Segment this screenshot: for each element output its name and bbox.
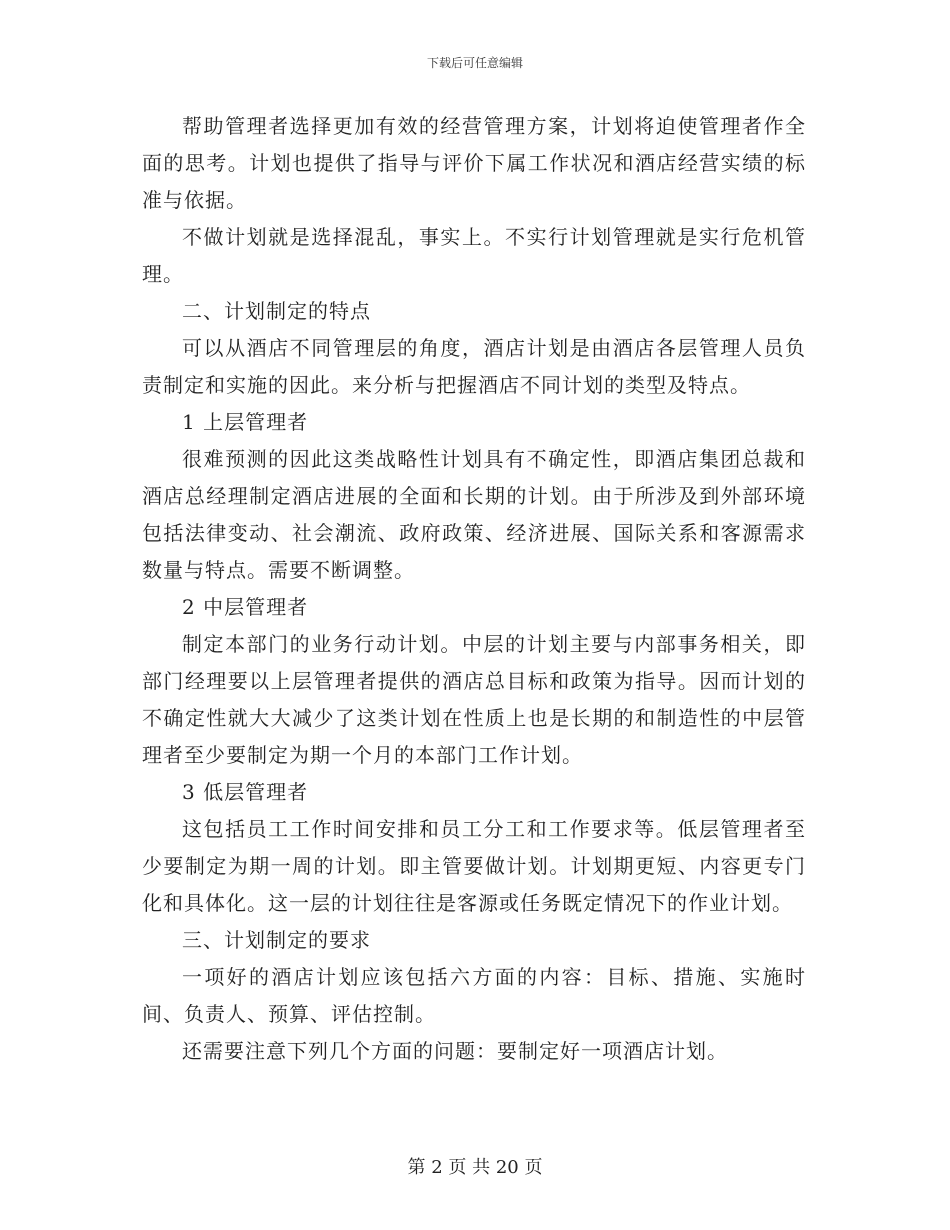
section-heading: 二、计划制定的特点 (182, 299, 371, 323)
section-heading: 三、计划制定的要求 (182, 928, 371, 952)
page-header: 下载后可任意编辑 (426, 56, 523, 70)
paragraph: 可以从酒店不同管理层的角度，酒店计划是由酒店各层管理人员负责制定和实施的因此。来分析与把握酒店不同计划的类型及特点。 (142, 336, 806, 397)
paragraph: 帮助管理者选择更加有效的经营管理方案，计划将迫使管理者作全面的思考。计划也提供了指导与评价下属工作状况和酒店经营实绩的标准与依据。 (142, 114, 806, 212)
subsection-heading: 3 低层管理者 (182, 780, 309, 804)
paragraph: 不做计划就是选择混乱，事实上。不实行计划管理就是实行危机管理。 (142, 225, 806, 286)
paragraph: 制定本部门的业务行动计划。中层的计划主要与内部事务相关，即部门经理要以上层管理者提供的酒店总目标和政策为指导。因而计划的不确定性就大大减少了这类计划在性质上也是长期的和制造性的中层管理者至少要制定为期一个月的本部门工作计划。 (142, 632, 806, 767)
page-number-footer: 第 2 页 共 20 页 (407, 1157, 543, 1178)
paragraph: 这包括员工工作时间安排和员工分工和工作要求等。低层管理者至少要制定为期一周的计划。即主管要做计划。计划期更短、内容更专门化和具体化。这一层的计划往往是客源或任务既定情况下的作业计划。 (142, 817, 806, 915)
document-body (142, 108, 806, 1070)
subsection-heading: 2 中层管理者 (182, 595, 309, 619)
paragraph: 一项好的酒店计划应该包括六方面的内容：目标、措施、实施时间、负责人、预算、评估控制。 (142, 965, 806, 1026)
paragraph: 还需要注意下列几个方面的问题：要制定好一项酒店计划。 (182, 1039, 728, 1063)
subsection-heading: 1 上层管理者 (182, 410, 309, 434)
paragraph: 很难预测的因此这类战略性计划具有不确定性，即酒店集团总裁和酒店总经理制定酒店进展的全面和长期的计划。由于所涉及到外部环境包括法律变动、社会潮流、政府政策、经济进展、国际关系和客源需求数量与特点。需要不断调整。 (142, 447, 806, 582)
